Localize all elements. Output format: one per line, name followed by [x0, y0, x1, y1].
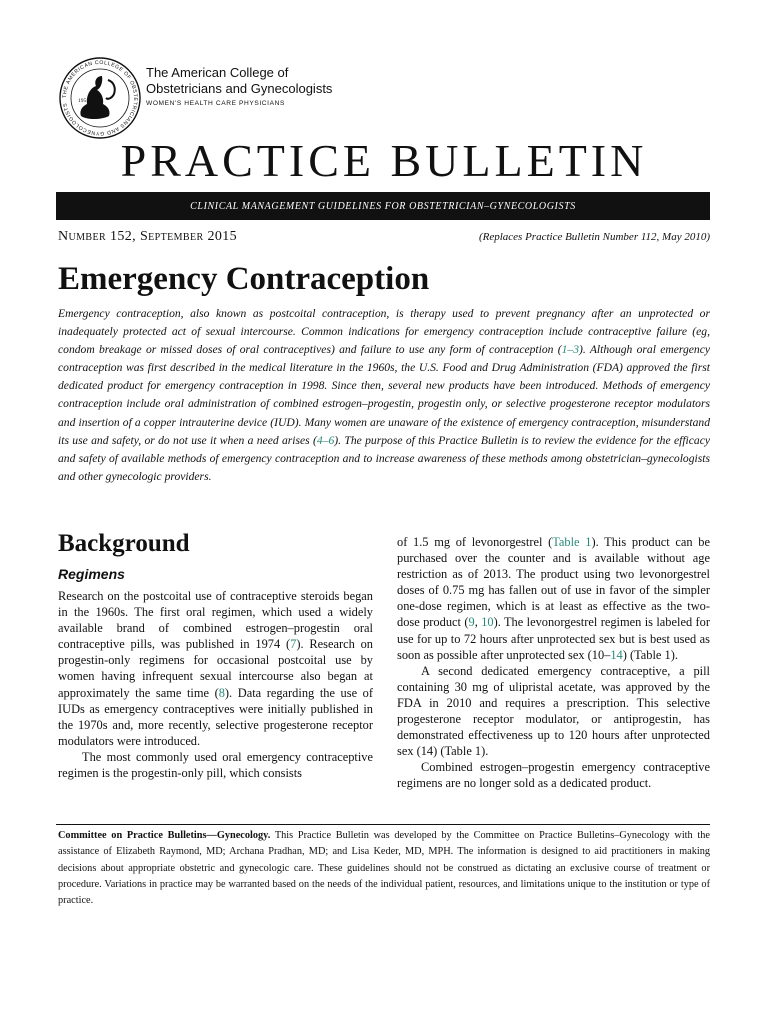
abstract-text: ). The purpose of this Practice Bulletin is to review the evidence for the efficacy and safety of available methods of emergency contraception and to increase awareness of these methods among obstetrician–gynecologists and other gynecologic providers. — [58, 433, 711, 483]
paragraph: A second dedicated emergency contraceptive, a pill containing 30 mg of ulipristal acetate, was approved by the FDA in 2010 and requires a prescription. This selective progesterone receptor modulator, or antiprogestin, has demonstrated effectiveness up to 120 hours after unprotected sex (14) (Table 1). — [397, 663, 710, 759]
paragraph-text: , — [474, 615, 482, 630]
reference-link[interactable]: 7 — [290, 637, 297, 652]
banner — [56, 192, 710, 220]
footnote-committee: Committee on Practice Bulletins—Gynecology. — [58, 830, 271, 841]
paragraph — [397, 534, 710, 663]
replaces-note: (Replaces Practice Bulletin Number 112, May 2010) — [478, 231, 710, 243]
seal-year: 1951 — [78, 98, 89, 104]
acog-logo — [58, 56, 142, 140]
paragraph-text: of 1.5 mg of levonorgestrel ( — [397, 535, 553, 549]
paragraph-text: ). Research on progestin-only regimens for occasional postcoital use by women having infrequent sexual intercourse also began at approximately the same time ( — [58, 637, 373, 700]
acog-seal-icon — [58, 56, 142, 140]
bulletin-title: PRACTICE BULLETIN — [120, 135, 648, 186]
reference-link[interactable]: 10 — [481, 615, 494, 630]
footnote-divider — [56, 824, 710, 825]
footnote — [58, 828, 710, 909]
paragraph: Combined estrogen–progestin emergency contraceptive regimens are no longer sold as a dedicated product. — [397, 760, 710, 791]
organization-name — [146, 65, 406, 107]
left-column — [58, 530, 373, 781]
abstract — [58, 305, 710, 486]
paragraph-text: ). Data regarding the use of IUDs as emergency contraceptives were initially published in the 1970s and, more recently, selective progesterone receptor modulators were introduced. — [58, 685, 373, 748]
org-name-line2: Obstetricians and Gynecologists — [146, 81, 333, 96]
abstract-text: Emergency contraception, also known as postcoital contraception, is therapy used to prevent pregnancy after an unprotected or inadequately protected act of sexual intercourse. Common indications for emergency contraception include contraceptive failure (eg, condom breakage or missed doses of oral contraceptives) and failure to use any form of contraception ( — [58, 307, 710, 357]
right-column — [397, 534, 710, 792]
seal-ring-text: THE AMERICAN COLLEGE OF OBSTETRICIANS AND GYNECOLOGISTS — [61, 59, 139, 137]
reference-link[interactable]: 9 — [468, 615, 475, 630]
reference-link[interactable]: 14 — [610, 647, 623, 662]
banner-text: CLINICAL MANAGEMENT GUIDELINES FOR OBSTETRICIAN–GYNECOLOGISTS — [190, 200, 576, 212]
reference-link[interactable]: 4–6 — [316, 433, 335, 447]
section-heading-background: Background — [58, 530, 190, 557]
paragraph-text: Research on the postcoital use of contraceptive steroids began in the 1960s. The first oral regimen, which used a widely available brand of combined estrogen–progestin oral contraceptive pills, was published in 1974 ( — [58, 589, 373, 652]
reference-link[interactable]: 8 — [218, 685, 225, 700]
footnote-text: This Practice Bulletin was developed by the Committee on Practice Bulletins–Gynecology with the assistance of Elizabeth Raymond, MD; Archana Pradhan, MD; and Lisa Keder, MD, MPH. The information is designed to aid practitioners in making decisions about appropriate obstetric and gynecologic care. These guidelines should not be construed as dictating an exclusive course of treatment or procedure. Variations in practice may be warranted based on the needs of the individual patient, resources, and limitations unique to the institution or type of practice. — [58, 830, 710, 907]
paragraph-text: ). The levonorgestrel regimen is labeled for use for up to 72 hours after unprotected sex but is best used as soon as possible after unprotected sex (10– — [397, 615, 710, 662]
reference-link[interactable]: 1–3 — [561, 343, 579, 357]
paragraph-text: ) (Table 1). — [622, 647, 678, 662]
org-name-line1: The American College of — [146, 65, 289, 80]
paragraph-text: ). This product can be purchased over the counter and is available without age restriction as of 2013. The product using two levonorgestrel doses of 0.75 mg has fallen out of use in favor of the simpler one-dose regimen, which is at least as effective as the two-dose product ( — [397, 535, 710, 630]
abstract-text: ). Although oral emergency contraception was first described in the medical literature in the 1960s, the U.S. Food and Drug Administration (FDA) approved the first dedicated product for emergency contraception in 1998. Since then, several new products have been introduced. Methods of emergency contraception include oral administration of combined estrogen–progestin, progestin only, or selective progesterone receptor modulators and insertion of a copper intrauterine device (IUD). Many women are unaware of the existence of emergency contraception, misunderstand its use and safety, or do not use it when a need arises ( — [58, 343, 711, 447]
page-title: Emergency Contraception — [58, 261, 430, 297]
table-link[interactable]: Table 1 — [552, 535, 592, 549]
paragraph — [58, 588, 373, 749]
org-tagline: WOMEN'S HEALTH CARE PHYSICIANS — [146, 100, 285, 107]
subsection-heading-regimens: Regimens — [58, 566, 125, 582]
paragraph: The most commonly used oral emergency contraceptive regimen is the progestin-only pill, which consists — [58, 749, 373, 781]
issue-number: Number 152, September 2015 — [58, 229, 238, 244]
